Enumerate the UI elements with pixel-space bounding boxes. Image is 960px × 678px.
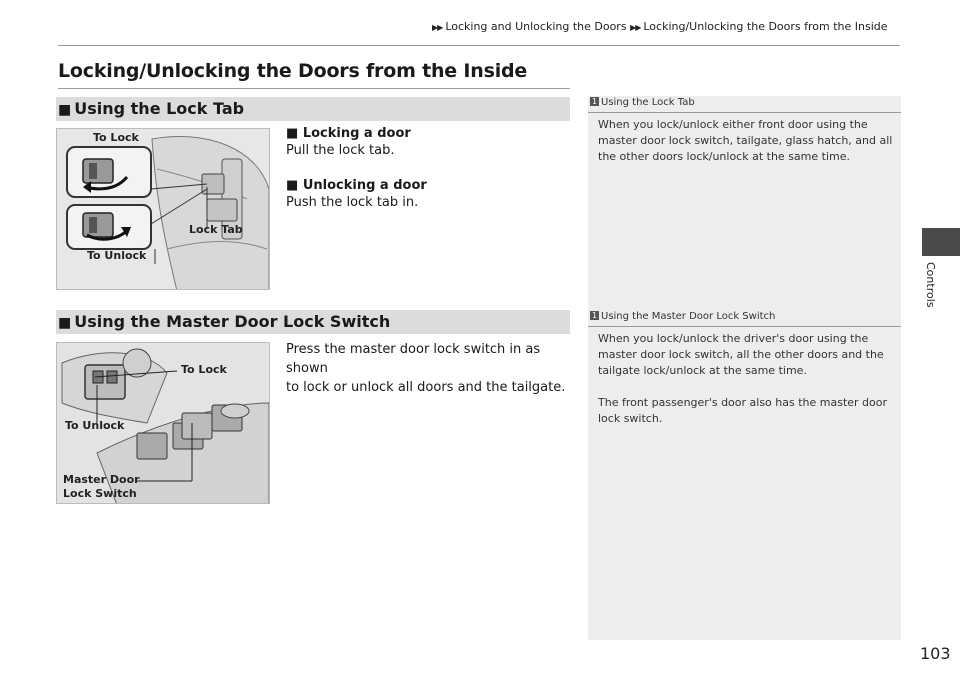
lock-tab-figure bbox=[56, 128, 270, 290]
header-divider bbox=[58, 45, 900, 46]
figure-label-to-lock: To Lock bbox=[93, 131, 139, 144]
breadcrumb bbox=[432, 20, 888, 33]
breadcrumb-item-2[interactable]: Locking/Unlocking the Doors from the Inside bbox=[643, 20, 888, 33]
note-title-text: Using the Lock Tab bbox=[601, 97, 695, 108]
figure-label-to-lock: To Lock bbox=[181, 363, 227, 376]
square-bullet-icon: ■ bbox=[286, 178, 299, 193]
note-line: master door lock switch, all the other doors and the bbox=[598, 348, 884, 361]
square-bullet-icon: ■ bbox=[58, 315, 72, 331]
page-number: 103 bbox=[920, 644, 951, 663]
note-marker-icon: 1 bbox=[591, 311, 598, 320]
locking-text: Pull the lock tab. bbox=[286, 143, 395, 158]
note-line: tailgate lock/unlock at the same time. bbox=[598, 364, 807, 377]
title-divider bbox=[58, 88, 570, 89]
master-switch-text-line-2: to lock or unlock all doors and the tailgate. bbox=[286, 380, 566, 395]
note-marker-icon: 1 bbox=[591, 97, 598, 106]
note-divider bbox=[588, 112, 901, 113]
figure-label-lock-switch: Lock Switch bbox=[63, 487, 137, 500]
section-heading-master-switch bbox=[56, 310, 570, 334]
door-panel-illustration bbox=[57, 129, 270, 290]
note-divider bbox=[588, 326, 901, 327]
breadcrumb-arrow-icon: ▶▶ bbox=[432, 23, 443, 32]
figure-label-to-unlock: To Unlock bbox=[87, 249, 147, 262]
figure-label-master-door: Master Door bbox=[63, 473, 140, 486]
chapter-tab bbox=[922, 228, 960, 256]
note-title-lock-tab bbox=[590, 97, 695, 108]
section-heading-lock-tab bbox=[56, 97, 570, 121]
master-switch-text-line-1: Press the master door lock switch in as shown bbox=[286, 342, 541, 376]
page-title: Locking/Unlocking the Doors from the Inside bbox=[58, 60, 528, 82]
master-switch-instructions bbox=[286, 340, 572, 397]
locking-subheading: ■ Locking a door bbox=[286, 126, 411, 141]
note-title-text: Using the Master Door Lock Switch bbox=[601, 311, 776, 322]
square-bullet-icon: ■ bbox=[286, 126, 299, 141]
unlocking-text: Push the lock tab in. bbox=[286, 195, 419, 210]
note-line: master door lock switch, tailgate, glass hatch, and all bbox=[598, 134, 893, 147]
note-title-master-switch bbox=[590, 311, 775, 322]
note-line: the other doors lock/unlock at the same time. bbox=[598, 150, 850, 163]
chapter-label: Controls bbox=[924, 262, 937, 308]
note-body-lock-tab bbox=[598, 117, 898, 165]
lock-tab-instructions bbox=[286, 126, 566, 212]
section-heading-text: Using the Master Door Lock Switch bbox=[74, 312, 391, 331]
unlocking-subheading: ■ Unlocking a door bbox=[286, 178, 427, 193]
note-body-master-switch bbox=[598, 331, 898, 427]
figure-label-lock-tab: Lock Tab bbox=[189, 223, 243, 236]
square-bullet-icon: ■ bbox=[58, 102, 72, 118]
figure-label-to-unlock: To Unlock bbox=[65, 419, 125, 432]
master-switch-figure bbox=[56, 342, 270, 504]
note-line: When you lock/unlock either front door using the bbox=[598, 118, 868, 131]
note-line: The front passenger's door also has the master door bbox=[598, 396, 888, 409]
note-line: lock switch. bbox=[598, 412, 663, 425]
breadcrumb-arrow-icon: ▶▶ bbox=[630, 23, 641, 32]
note-line: When you lock/unlock the driver's door using the bbox=[598, 332, 869, 345]
breadcrumb-item-1[interactable]: Locking and Unlocking the Doors bbox=[445, 20, 627, 33]
section-heading-text: Using the Lock Tab bbox=[74, 99, 245, 118]
